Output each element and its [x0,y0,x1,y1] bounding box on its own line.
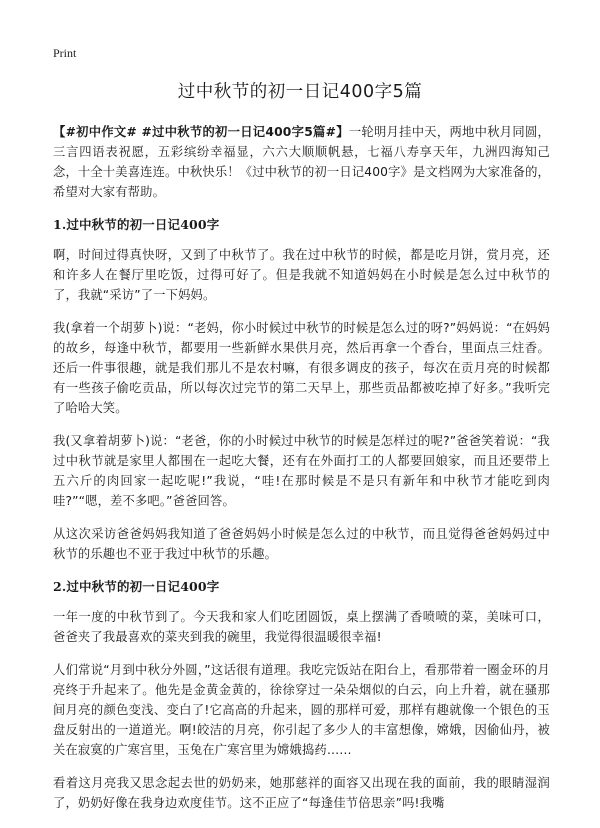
page-title: 过中秋节的初一日记400字5篇 [177,82,423,102]
section-1-paragraph-4: 从这次采访爸爸妈妈我知道了爸爸妈妈小时候是怎么过的中秋节，而且觉得爸爸妈妈过中秋节的乐趣也不亚于我过中秋节的乐趣。 [53,527,550,561]
intro-paragraph [53,122,550,202]
intro-text: 一轮明月挂中天，两地中秋月同圆，三言四语表祝愿，五彩缤纷幸福显，六六大顺顺帆悬，七福八寿享天年，九洲四海知己念，十全十美喜连连。中秋快乐！《过中秋节的初一日记400字》是文档网为大家准备的，希望对大家有帮助。 [53,125,551,199]
intro-tag: 【#初中作文# #过中秋节的初一日记400字5篇#】 [53,125,349,139]
print-link[interactable]: Print [53,46,77,60]
section-2-paragraph-2: 人们常说“月到中秋分外圆，”这话很有道理。我吃完饭站在阳台上，看那带着一圈金环的月亮终于升起来了。他先是金黄金黄的，徐徐穿过一朵朵烟似的白云，向上升着，就在骚那间月亮的颜色变浅、变白了!它高高的升起来，圆的那样可爱，那样有趣就像一个银色的玉盘反射出的一道道光。啊!皎洁的月亮，你引起了多少人的丰富想像，嫦娥，因偷仙丹，被关在寂寞的广寒宫里，玉兔在广寒宫里为嫦娥捣药…… [53,663,550,757]
section-2-paragraph-1: 一年一度的中秋节到了。今天我和家人们吃团圆饭，桌上摆满了香喷喷的菜，美味可口，爸爸夹了我最喜欢的菜夹到我的碗里，我觉得很温暖很幸福! [53,610,550,644]
section-1-paragraph-3: 我(又拿着胡萝卜)说：“老爸，你的小时候过中秋节的时候是怎样过的呢?”爸爸笑着说：“我过中秋节就是家里人都围在一起吃大餐，还有在外面打工的人都要回娘家，而且还要带上五六斤的肉回家一起吃呢!”我说，“哇!在那时候是不是只有新年和中秋节才能吃到肉哇?”“嗯，差不多吧。”爸爸回答。 [53,434,550,508]
section-1-heading: 1.过中秋节的初一日记400字 [53,217,220,232]
section-2-heading: 2.过中秋节的初一日记400字 [53,579,220,594]
section-1-paragraph-1: 啊，时间过得真快呀，又到了中秋节了。我在过中秋节的时候，都是吃月饼，赏月亮，还和许多人在餐厅里吃饭，过得可好了。但是我就不知道妈妈在小时候是怎么过中秋节的了，我就“采访”了一下妈妈。 [53,248,550,302]
section-2-paragraph-3: 看着这月亮我又思念起去世的奶奶来，她那慈祥的面容又出现在我的面前，我的眼睛湿润了，奶奶好像在我身边欢度佳节。这不正应了“每逢佳节倍思亲”吗!我嘴 [53,776,550,810]
section-1-paragraph-2: 我(拿着一个胡萝卜)说：“老妈，你小时候过中秋节的时候是怎么过的呀?”妈妈说：“在妈妈的故乡，每逢中秋节，都要用一些新鲜水果供月亮，然后再拿一个香台，里面点三炷香。还后一件事很趣，就是我们那儿不是农村嘛，有很多调皮的孩子，每次在贡月亮的时候都有一些孩子偷吃贡品，所以每次过完节的第二天早上，那些贡品都被吃掉了好多。”我听完了哈哈大笑。 [53,321,550,415]
article-body [53,122,550,826]
